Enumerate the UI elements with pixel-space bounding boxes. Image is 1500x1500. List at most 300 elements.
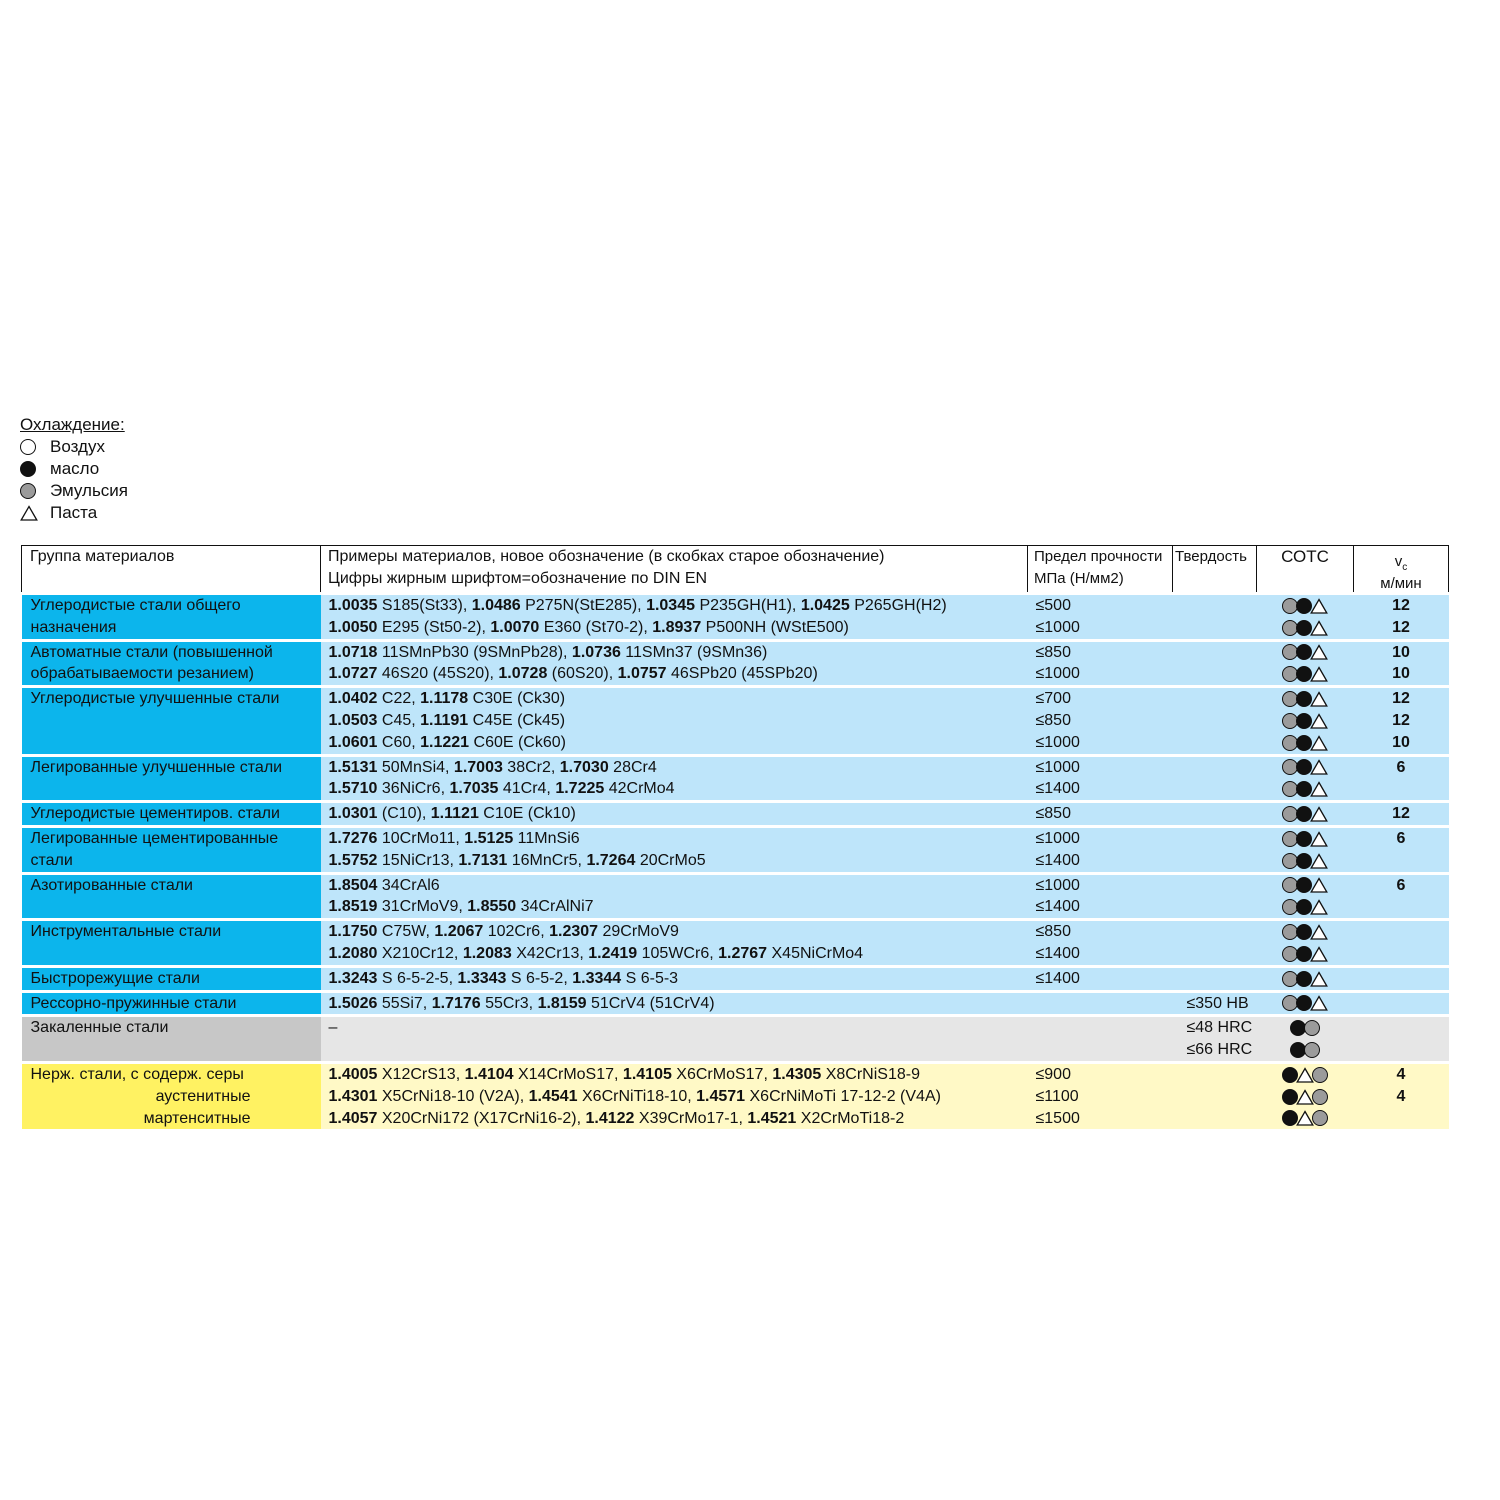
material-group-name [22, 1016, 321, 1063]
cutting-speed [1354, 850, 1449, 873]
din-en-number: 1.0718 [328, 643, 378, 661]
material-designation: C60, [377, 733, 421, 751]
material-designation: 105WCr6, [637, 944, 719, 962]
material-examples [321, 594, 1028, 617]
hardness [1173, 966, 1257, 991]
material-examples [321, 710, 1028, 732]
group-name-line [31, 710, 321, 732]
cooling-symbols [1257, 1016, 1354, 1039]
din-en-number: 1.8504 [328, 876, 378, 894]
material-group-name [22, 640, 321, 687]
material-group-name [22, 991, 321, 1016]
tensile-strength: ≤850 [1028, 710, 1173, 732]
tensile-strength [1028, 1016, 1173, 1039]
header-cooling-label: СОТС [1281, 547, 1329, 566]
material-designation: C60E (Ck60) [469, 733, 566, 751]
table-row [22, 966, 1449, 991]
hardness [1173, 826, 1257, 849]
legend-symbol [20, 461, 50, 477]
cutting-speed: 4 [1354, 1062, 1449, 1085]
din-en-number: 1.4105 [622, 1065, 672, 1083]
material-group-name [22, 1062, 321, 1129]
tensile-strength: ≤500 [1028, 594, 1173, 617]
table-row [22, 755, 1449, 778]
tensile-strength [1028, 991, 1173, 1016]
table-row [22, 1062, 1449, 1085]
group-name-line: аустенитные [155, 1087, 251, 1105]
paste-triangle-icon [1310, 759, 1328, 775]
din-en-number: 1.0736 [571, 643, 621, 661]
material-examples [321, 640, 1028, 663]
material-examples [321, 920, 1028, 943]
oil-circle-icon [20, 461, 36, 477]
materials-table [21, 545, 1449, 1129]
tensile-strength: ≤900 [1028, 1062, 1173, 1085]
header-vc [1354, 546, 1449, 594]
header-examples [321, 546, 1028, 594]
din-en-number: 1.2419 [588, 944, 638, 962]
cooling-symbols [1257, 663, 1354, 686]
cooling-symbols [1257, 1039, 1354, 1062]
material-examples [321, 873, 1028, 896]
table-row [22, 802, 1449, 827]
din-en-number: 1.1221 [420, 733, 470, 751]
material-examples [321, 663, 1028, 686]
hardness [1173, 1086, 1257, 1108]
material-designation: X42Cr13, [511, 944, 589, 962]
material-designation: S 6-5-2, [506, 969, 573, 987]
legend-symbol [20, 439, 50, 455]
din-en-number: 1.4521 [747, 1109, 797, 1127]
din-en-number: 1.7003 [453, 758, 503, 776]
din-en-number: 1.5710 [328, 780, 378, 798]
material-designation: C45E (Ck45) [468, 711, 566, 729]
paste-triangle-icon [1310, 877, 1328, 893]
material-examples [321, 1086, 1028, 1108]
emulsion-circle-icon [1312, 1089, 1328, 1105]
material-designation: P265GH(H2) [849, 597, 947, 614]
material-examples [321, 778, 1028, 801]
din-en-number: 1.7131 [458, 851, 508, 869]
legend-items [20, 436, 128, 524]
cooling-symbols [1257, 732, 1354, 755]
cutting-speed [1354, 1016, 1449, 1039]
cutting-speed: 12 [1354, 802, 1449, 827]
cooling-symbols [1257, 755, 1354, 778]
din-en-number: 1.4301 [328, 1087, 378, 1105]
tensile-strength [1028, 1039, 1173, 1062]
group-name-line [31, 778, 321, 800]
cutting-speed [1354, 966, 1449, 991]
din-en-number: 1.3243 [328, 969, 378, 987]
material-designation: X6CrNiMoTi 17-12-2 (V4A) [745, 1087, 941, 1105]
material-designation: S 6-5-3 [621, 969, 679, 987]
legend-symbol [20, 505, 50, 521]
hardness [1173, 943, 1257, 966]
material-designation: X2CrMoTi18-2 [796, 1109, 905, 1127]
material-designation: 38Cr2, [502, 758, 560, 776]
material-designation: 41Cr4, [498, 780, 556, 798]
cooling-symbols [1257, 991, 1354, 1016]
din-en-number: 1.0601 [328, 733, 378, 751]
hardness [1173, 687, 1257, 710]
din-en-number: 1.4005 [328, 1065, 378, 1083]
material-designation: C10E (Ck10) [478, 805, 576, 823]
material-designation: X39CrMo17-1, [634, 1109, 748, 1127]
group-name-line: Углеродистые цементиров. стали [30, 805, 280, 823]
material-designation: 46SPb20 (45SPb20) [666, 665, 818, 683]
hardness [1173, 1062, 1257, 1085]
din-en-number: 1.1178 [420, 690, 469, 708]
tensile-strength: ≤1000 [1028, 663, 1173, 686]
table-row [22, 920, 1449, 943]
material-designation: 42CrMo4 [604, 780, 675, 798]
group-name-line: Инструментальные стали [30, 923, 222, 941]
material-group-name [22, 802, 321, 827]
cooling-symbols [1257, 594, 1354, 617]
header-hardness [1173, 546, 1257, 594]
din-en-number: 1.2767 [718, 944, 768, 962]
material-group-name [22, 755, 321, 802]
tensile-strength: ≤1100 [1028, 1086, 1173, 1108]
group-name-line: Закаленные стали [30, 1019, 169, 1037]
legend-label: Воздух [50, 437, 105, 456]
hardness [1173, 755, 1257, 778]
emulsion-circle-icon [1304, 1020, 1320, 1036]
material-designation: X20CrNi172 (X17CrNi16-2), [377, 1109, 586, 1127]
header-group-label: Группа материалов [30, 548, 175, 565]
tensile-strength: ≤1400 [1028, 943, 1173, 966]
group-name-line: Нерж. стали, с содерж. серы [30, 1065, 244, 1083]
tensile-strength: ≤1000 [1028, 732, 1173, 755]
material-examples [321, 896, 1028, 919]
cutting-speed [1354, 1108, 1449, 1130]
hardness [1173, 617, 1257, 640]
paste-triangle-icon [1310, 666, 1328, 682]
tensile-strength: ≤1000 [1028, 617, 1173, 640]
material-designation: X5CrNi18-10 (V2A), [377, 1087, 529, 1105]
material-designation: E360 (St70-2), [539, 618, 653, 636]
material-designation: 11MnSi6 [513, 829, 580, 847]
material-designation: 55Si7, [377, 994, 432, 1012]
tensile-strength: ≤700 [1028, 687, 1173, 710]
header-vc-unit: м/мин [1380, 575, 1422, 592]
hardness [1173, 640, 1257, 663]
legend-label: масло [50, 459, 100, 478]
material-designation: C75W, [377, 923, 435, 941]
cutting-speed: 12 [1354, 594, 1449, 617]
material-examples [321, 850, 1028, 873]
legend-label: Паста [50, 503, 98, 522]
paste-triangle-icon [20, 505, 38, 521]
paste-triangle-icon [1310, 946, 1328, 962]
din-en-number: 1.2307 [549, 923, 599, 941]
legend-item-oil [20, 458, 128, 480]
cutting-speed: 10 [1354, 640, 1449, 663]
hardness [1173, 1108, 1257, 1130]
material-designation: 55Cr3, [480, 994, 538, 1012]
header-examples-line1: Примеры материалов, новое обозначение (в скобках старое обозначение) [328, 548, 885, 565]
din-en-number: 1.8550 [467, 898, 517, 916]
material-group-name [22, 594, 321, 641]
paste-triangle-icon [1310, 806, 1328, 822]
material-examples [321, 943, 1028, 966]
din-en-number: 1.4104 [464, 1065, 514, 1083]
emulsion-circle-icon [1312, 1067, 1328, 1083]
tensile-strength: ≤850 [1028, 920, 1173, 943]
din-en-number: 1.3344 [572, 969, 622, 987]
din-en-number: 1.2080 [328, 944, 378, 962]
group-name-line [31, 943, 321, 965]
material-group-name [22, 873, 321, 920]
paste-triangle-icon [1310, 831, 1328, 847]
cooling-symbols [1257, 710, 1354, 732]
cutting-speed [1354, 991, 1449, 1016]
material-designation: 31CrMoV9, [377, 898, 468, 916]
material-designation: X6CrMoS17, [671, 1065, 773, 1083]
header-vc-subscript: c [1402, 562, 1408, 573]
legend-symbol [20, 483, 50, 499]
header-strength [1028, 546, 1173, 594]
din-en-number: 1.0728 [498, 665, 548, 683]
paste-triangle-icon [1310, 853, 1328, 869]
din-en-number: 1.0425 [800, 597, 850, 614]
din-en-number: 1.5125 [464, 829, 514, 847]
hardness [1173, 594, 1257, 617]
material-designation: S 6-5-2-5, [377, 969, 458, 987]
paste-triangle-icon [1310, 598, 1328, 614]
material-examples [321, 802, 1028, 827]
din-en-number: 1.5026 [328, 994, 378, 1012]
cooling-symbols [1257, 1108, 1354, 1130]
cooling-symbols [1257, 687, 1354, 710]
material-examples [321, 991, 1028, 1016]
table-row [22, 594, 1449, 617]
cutting-speed [1354, 1039, 1449, 1062]
material-designation: X6CrNiTi18-10, [577, 1087, 697, 1105]
air-circle-icon [20, 439, 36, 455]
header-cooling [1257, 546, 1354, 594]
hardness [1173, 732, 1257, 755]
din-en-number: 1.5131 [328, 758, 378, 776]
group-name-line: Легированные цементированные [30, 829, 279, 847]
material-designation: 34CrAl6 [377, 876, 440, 894]
material-designation: 28Cr4 [608, 758, 657, 776]
paste-triangle-icon [1310, 924, 1328, 940]
group-name-line [31, 1039, 321, 1061]
cutting-speed: 6 [1354, 873, 1449, 896]
hardness [1173, 920, 1257, 943]
tensile-strength: ≤1400 [1028, 966, 1173, 991]
cutting-speed: 4 [1354, 1086, 1449, 1108]
material-examples [321, 617, 1028, 640]
cutting-speed [1354, 778, 1449, 801]
hardness: ≤66 HRC [1173, 1039, 1257, 1062]
cooling-symbols [1257, 920, 1354, 943]
material-examples [321, 966, 1028, 991]
din-en-number: 1.4571 [696, 1087, 746, 1105]
din-en-number: 1.8159 [537, 994, 587, 1012]
material-group-name [22, 920, 321, 967]
cooling-symbols [1257, 617, 1354, 640]
group-name-line [31, 732, 321, 754]
group-name-line: стали [30, 851, 73, 869]
tensile-strength: ≤850 [1028, 802, 1173, 827]
din-en-number: 1.0727 [328, 665, 378, 683]
cutting-speed: 12 [1354, 710, 1449, 732]
material-designation: – [328, 1019, 338, 1037]
cooling-symbols [1257, 943, 1354, 966]
material-examples [321, 1062, 1028, 1085]
header-strength-line2: МПа (Н/мм2) [1034, 569, 1124, 587]
material-group-name [22, 826, 321, 873]
material-examples [321, 732, 1028, 755]
cutting-speed: 12 [1354, 687, 1449, 710]
group-name-line: Углеродистые стали общего [30, 597, 241, 614]
material-designation: 36NiCr6, [377, 780, 450, 798]
din-en-number: 1.0345 [646, 597, 695, 614]
paste-triangle-icon [1310, 971, 1328, 987]
table-header [22, 546, 1449, 594]
legend-item-air [20, 436, 128, 458]
cooling-symbols [1257, 826, 1354, 849]
material-designation: 46S20 (45S20), [377, 665, 499, 683]
emulsion-circle-icon [1312, 1110, 1328, 1126]
paste-triangle-icon [1310, 691, 1328, 707]
group-name-line: обрабатываемости резанием) [30, 665, 254, 683]
hardness: ≤48 HRC [1173, 1016, 1257, 1039]
group-name-line: Углеродистые улучшенные стали [30, 690, 280, 708]
table-row [22, 873, 1449, 896]
din-en-number: 1.0070 [490, 618, 540, 636]
material-designation: C30E (Ck30) [468, 690, 566, 708]
cooling-symbols [1257, 873, 1354, 896]
material-examples [321, 826, 1028, 849]
cooling-symbols [1257, 778, 1354, 801]
din-en-number: 1.3343 [457, 969, 507, 987]
cooling-symbols [1257, 850, 1354, 873]
header-hardness-label: Твердость [1175, 548, 1247, 565]
din-en-number: 1.0301 [328, 805, 378, 823]
din-en-number: 1.2083 [462, 944, 512, 962]
din-en-number: 1.1750 [328, 923, 378, 941]
cooling-symbols [1257, 966, 1354, 991]
cutting-speed [1354, 943, 1449, 966]
material-designation: 16MnCr5, [507, 851, 587, 869]
group-name-line [31, 896, 321, 918]
tensile-strength: ≤1400 [1028, 778, 1173, 801]
material-examples [321, 687, 1028, 710]
material-designation: 10CrMo11, [377, 829, 465, 847]
material-designation: X14CrMoS17, [513, 1065, 623, 1083]
din-en-number: 1.5752 [328, 851, 378, 869]
material-designation: 51CrV4 (51CrV4) [586, 994, 715, 1012]
group-name-line: мартенситные [143, 1109, 251, 1127]
table-row [22, 687, 1449, 710]
din-en-number: 1.1121 [430, 805, 479, 823]
table-row [22, 1016, 1449, 1039]
material-designation: X45NiCrMo4 [767, 944, 864, 962]
table-row [22, 991, 1449, 1016]
material-designation: P275N(StE285), [520, 597, 647, 614]
emulsion-circle-icon [20, 483, 36, 499]
cooling-legend [20, 414, 128, 524]
din-en-number: 1.4057 [328, 1109, 378, 1127]
material-designation: X210Cr12, [377, 944, 463, 962]
material-group-name [22, 687, 321, 755]
group-name-line: назначения [30, 618, 117, 636]
din-en-number: 1.0503 [328, 711, 378, 729]
din-en-number: 1.4305 [772, 1065, 822, 1083]
cutting-speed: 10 [1354, 732, 1449, 755]
hardness [1173, 850, 1257, 873]
material-group-name [22, 966, 321, 991]
cutting-speed: 6 [1354, 755, 1449, 778]
din-en-number: 1.7276 [328, 829, 378, 847]
din-en-number: 1.8519 [328, 898, 378, 916]
table-row [22, 640, 1449, 663]
material-designation: 50MnSi4, [377, 758, 454, 776]
paste-triangle-icon [1310, 713, 1328, 729]
hardness: ≤350 HB [1173, 991, 1257, 1016]
header-vc-symbol: v [1394, 553, 1403, 570]
legend-item-paste [20, 502, 128, 524]
din-en-number: 1.7030 [559, 758, 609, 776]
material-designation: P235GH(H1), [695, 597, 801, 614]
material-designation: P500NH (WStE500) [701, 618, 849, 636]
paste-triangle-icon [1310, 995, 1328, 1011]
tensile-strength: ≤850 [1028, 640, 1173, 663]
paste-triangle-icon [1310, 781, 1328, 797]
material-designation: C22, [377, 690, 421, 708]
din-en-number: 1.0402 [328, 690, 378, 708]
group-name-line: Быстрорежущие стали [30, 969, 200, 987]
din-en-number: 1.1191 [420, 711, 469, 729]
hardness [1173, 710, 1257, 732]
din-en-number: 1.7225 [555, 780, 605, 798]
tensile-strength: ≤1500 [1028, 1108, 1173, 1130]
material-designation: E295 (St50-2), [377, 618, 491, 636]
material-examples [321, 1108, 1028, 1130]
material-designation: S185(St33), [377, 597, 472, 614]
hardness [1173, 663, 1257, 686]
cutting-speed: 6 [1354, 826, 1449, 849]
material-examples [321, 1039, 1028, 1062]
din-en-number: 1.8937 [652, 618, 702, 636]
legend-item-emul [20, 480, 128, 502]
din-en-number: 1.0050 [328, 618, 378, 636]
din-en-number: 1.2067 [434, 923, 484, 941]
material-designation: (60S20), [547, 665, 618, 683]
tensile-strength: ≤1400 [1028, 896, 1173, 919]
material-designation: 15NiCr13, [377, 851, 459, 869]
header-group [22, 546, 321, 594]
material-designation: 20CrMo5 [635, 851, 706, 869]
cooling-symbols [1257, 802, 1354, 827]
cutting-speed [1354, 896, 1449, 919]
group-name-line: Азотированные стали [30, 876, 193, 894]
material-designation: X12CrS13, [377, 1065, 465, 1083]
din-en-number: 1.0757 [617, 665, 667, 683]
hardness [1173, 778, 1257, 801]
din-en-number: 1.7264 [586, 851, 636, 869]
tensile-strength: ≤1000 [1028, 873, 1173, 896]
din-en-number: 1.7035 [449, 780, 499, 798]
paste-triangle-icon [1310, 620, 1328, 636]
material-designation: 11SMn37 (9SMn36) [620, 643, 768, 661]
material-designation: 29CrMoV9 [598, 923, 679, 941]
cooling-symbols [1257, 1086, 1354, 1108]
